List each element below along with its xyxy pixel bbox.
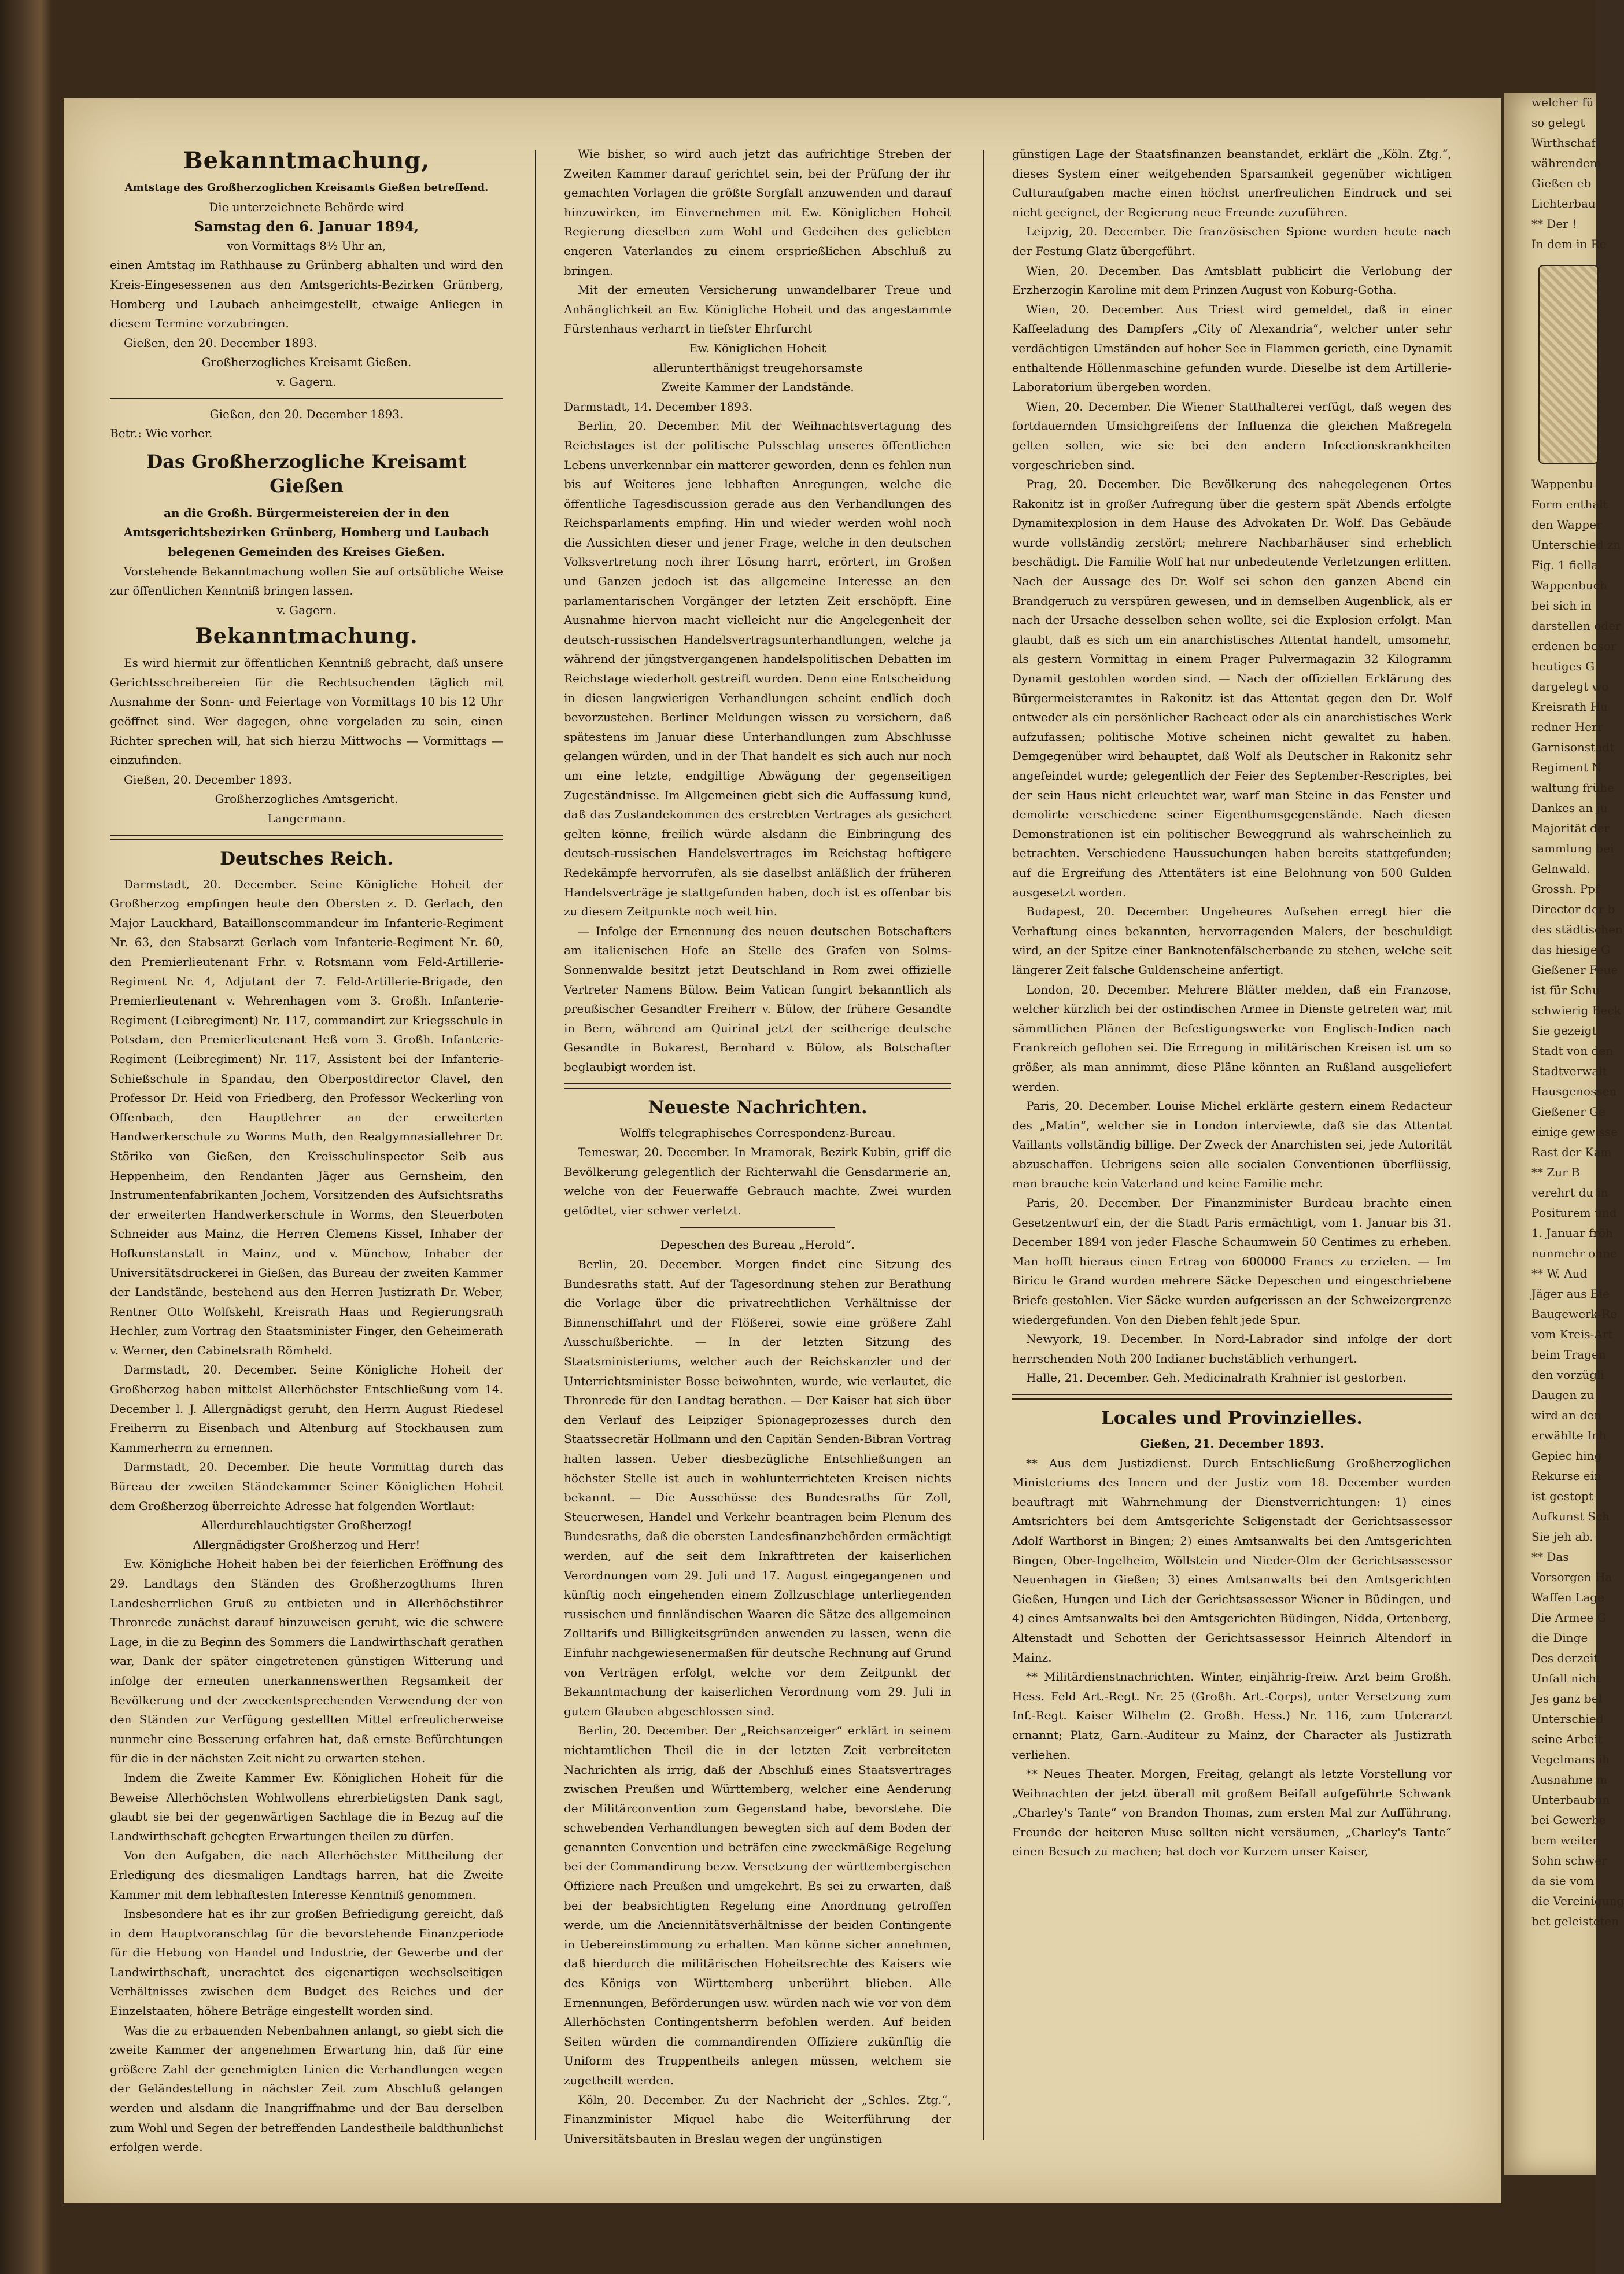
facing-page-line: bei Gewerbe <box>1531 1813 1606 1827</box>
facing-page-line: Positurem und <box>1531 1206 1617 1220</box>
facing-page-line: Stadtverwalt <box>1531 1064 1607 1078</box>
facing-page-line: ** Das <box>1531 1550 1569 1564</box>
facing-page-line: erdenen besor <box>1531 639 1616 653</box>
facing-page-line: bei sich in <box>1531 599 1592 612</box>
coat-of-arms-illustration <box>1538 265 1599 464</box>
facing-page-line: waltung frühe <box>1531 781 1614 795</box>
facing-page-line: Rekurse ein <box>1531 1469 1602 1483</box>
address-closing: Zweite Kammer der Landstände. <box>661 380 854 394</box>
facing-page-line: redner Herr <box>1531 720 1603 734</box>
facing-page-line: vom Kreis-Art <box>1531 1327 1613 1341</box>
facing-page-text <box>1504 93 1624 1932</box>
facing-page-line: währendem <box>1531 156 1601 170</box>
address-dateline: Darmstadt, 14. December 1893. <box>564 399 753 414</box>
article-paragraph: Wien, 20. December. Die Wiener Statthalterei verfügt, daß wegen des fortdauernden Umsichgreifens der Influenza die gleichen Maßregeln gelten sollen, wie sie bei den andern Infectionskrankheiten vorgeschrieben sind. <box>1012 399 1452 472</box>
facing-page-line: sammlung bei <box>1531 841 1614 855</box>
facing-page-line: Aufkunst Sch <box>1531 1509 1610 1523</box>
facing-page-line: Unterbaubun <box>1531 1793 1610 1807</box>
facing-page-line: Rast der Kam <box>1531 1145 1612 1159</box>
section-dateline: Gießen, 21. December 1893. <box>1139 1437 1324 1450</box>
facing-page-line: Lichterbau <box>1531 197 1596 211</box>
section-title-locales: Locales und Provinzielles. <box>1101 1408 1363 1428</box>
column-rule <box>535 150 536 2140</box>
article-paragraph: ** Neues Theater. Morgen, Freitag, gelangt als letzte Vorstellung vor Weihnachten der jetzt überall mit großem Beifall aufgeführte Schwank „Charley's Tante“ von Brandon Thomas, zum ersten Mal zur Aufführung. Freunde der heiteren Muse sollten nicht versäumen, „Charley's Tante“ einen Besuch zu machen; hat doch vor Kurzem unser Kaiser, <box>1012 1767 1452 1859</box>
divider <box>110 835 503 840</box>
facing-page-line: ist gestopt <box>1531 1489 1593 1503</box>
column-3 <box>1012 145 1452 1862</box>
article-paragraph: Indem die Zweite Kammer Ew. Königlichen Hoheit für die Beweise Allerhöchsten Wohlwollens ehrerbietigsten Dank sagt, glaubt sie bei der gegenwärtigen Sachlage die in Bezug auf die Landwirthschaft gehegten Erwartungen theilen zu dürfen. <box>110 1770 503 1843</box>
article-paragraph: ** Aus dem Justizdienst. Durch Entschließung Großherzoglichen Ministeriums des Innern und der Justiz vom 18. December wurden beauftragt mit Wahrnehmung der Dienstverrichtungen: 1) eines Amtsrichters bei dem Amtsgerichte Seligenstadt der Gerichtsassessor Adolf Warthorst in Bingen; 2) eines Amtsanwalts bei den Amtsgerichten Bingen, Ober-Ingelheim, Wöllstein und Nieder-Olm der Gerichtsassessor Neuenhagen in Gießen; 3) eines Amtsanwalts bei den Amtsgerichten Gießen, Hungen und Lich der Gerichtsassessor Wiener in Büdingen, und 4) eines Amtsanwalts bei den Amtsgerichten Büdingen, Nidda, Ortenberg, Altenstadt und Schotten der Gerichtsassessor Heinrich Altendorf in Mainz. <box>1012 1456 1452 1664</box>
divider <box>1012 1394 1452 1400</box>
notice-title-1: Bekanntmachung, <box>183 147 430 174</box>
article-paragraph: Wie bisher, so wird auch jetzt das aufrichtige Streben der Zweiten Kammer darauf gerichtet sein, bei der Prüfung der ihr gemachten Vorlagen die größte Sorgfalt anzuwenden und darauf hinzuwirken, im Einvernehmen mit Ew. Königlichen Hoheit Regierung dieselben zum Wohl und Gedeihen des geliebten engeren Vaterlandes zu einem ersprießlichen Abschluß zu bringen. <box>564 147 951 278</box>
facing-page-line: Grossh. Ppf <box>1531 882 1600 896</box>
facing-page-line: Wappenbuch <box>1531 578 1607 592</box>
facing-page-line: Stadt von den <box>1531 1044 1613 1058</box>
notice-date: Samstag den 6. Januar 1894, <box>194 218 419 235</box>
facing-page-line: verehrt du in <box>1531 1186 1608 1199</box>
address-closing: Ew. Königlichen Hoheit <box>689 341 826 355</box>
notice-betr: Betr.: Wie vorher. <box>110 426 213 441</box>
facing-page-line: Unfall nicht <box>1531 1671 1601 1685</box>
facing-page-line: Des derzeit <box>1531 1651 1599 1665</box>
notice-dateline: Gießen, den 20. December 1893. <box>124 335 318 350</box>
notice-authority: Großherzogliches Kreisamt Gießen. <box>201 355 412 370</box>
facing-page-line: Fig. 1 fiella <box>1531 558 1598 572</box>
article-paragraph: Insbesondere hat es ihr zur großen Befriedigung gereicht, daß in dem Hauptvoranschlag für die bevorstehende Finanzperiode für die Hebung von Handel und Industrie, der Gewerbe und der Landwirthschaft, unerachtet des eigenartigen wechselseitigen Verhältnisses zwischen dem Budget des Reiches und der Einzelstaaten, höhere Beträge eingestellt worden sind. <box>110 1907 503 2018</box>
facing-page-line: wird an den <box>1531 1408 1601 1422</box>
column-1 <box>110 145 503 2157</box>
facing-page-line: Vorsorgen Ha <box>1531 1570 1612 1584</box>
facing-page-line: des städtischen <box>1531 922 1623 936</box>
facing-page-line: darstellen oder <box>1531 619 1621 633</box>
facing-page-line: Dankes an ju <box>1531 801 1608 815</box>
article-paragraph: Leipzig, 20. December. Die französischen Spione wurden heute nach der Festung Glatz übergeführt. <box>1012 224 1452 258</box>
divider <box>110 398 503 399</box>
facing-page-line: bet geleisteten <box>1531 1914 1619 1928</box>
section-subtitle: Depeschen des Bureau „Herold“. <box>660 1238 855 1252</box>
facing-page-line: Sohn schwer <box>1531 1854 1607 1867</box>
article-paragraph: Darmstadt, 20. December. Seine Königliche Hoheit der Großherzog empfingen heute den Obersten z. D. Gerlach, den Major Lauckhard, Bataillonscommandeur im Infanterie-Regiment Nr. 63, den Stabsarzt Gerlach vom Infanterie-Regiment Nr. 60, den Premierlieutenant Frhr. v. Rotsmann vom Feld-Artillerie-Regiment Nr. 4, Adjutant der 7. Feld-Artillerie-Brigade, den Premierlieutenant v. Wehrenhagen vom 3. Großh. Infanterie-Regiment (Leibregiment) Nr. 117, commandirt zur Kriegsschule in Potsdam, den Premierlieutenant Heß vom 3. Großh. Infanterie-Regiment (Leibregiment) Nr. 117, Assistent bei der Infanterie-Schießschule in Spandau, den Oberpostdirector Clavel, den Professor Dr. Heid von Friedberg, den Professor Weckerling von Offenbach, den Hauptlehrer an der erweiterten Handwerkerschule zu Worms Muth, den Realgymnasiallehrer Dr. Störiko von Gießen, den Kreisschulinspector Seib aus Heppenheim, den Rendanten Jäger aus Gernsheim, den Instrumentenfabrikanten Jochem, Vorsitzenden des Aufsichtsraths der erweiterten Handwerkerschule in Worms, den Steuerboten Schneider aus Mainz, die Herren Clemens Kissel, Inhaber der Hofkunstanstalt in Mainz, und v. Münchow, Inhaber der Universitätsdruckerei in Gießen, das Bureau der zweiten Kammer der Landstände, bestehend aus den Herren Justizrath Dr. Weber, Rentner Otto Wolfskehl, Kreisrath Haas und Regierungsrath Hechler, zum Vortrag den Staatsminister Finger, den Geheimerath v. Werner, den Cabinetsrath Römheld. <box>110 877 503 1357</box>
column-rule <box>983 150 984 2140</box>
facing-page-line: schwierig Beck <box>1531 1003 1621 1017</box>
article-paragraph: Darmstadt, 20. December. Die heute Vormittag durch das Büreau der zweiten Ständekammer Seiner Königlichen Hoheit dem Großherzog überreichte Adresse hat folgenden Wortlaut: <box>110 1460 503 1513</box>
article-paragraph: Berlin, 20. December. Morgen findet eine Sitzung des Bundesraths statt. Auf der Tagesordnung stehen zur Berathung die Vorlage über die privatrechtlichen Verhältnisse der Binnenschiffahrt und der Flößerei, sowie eine größere Zahl Ausschußberichte. — In der letzten Sitzung des Staatsministeriums, welcher auch der Reichskanzler und der Unterrichtsminister Bosse beiwohnten, wurde, wie verlautet, die Thronrede für den Landtag berathen. — Der Kaiser hat sich über den Verlauf des Leipziger Spionageprozesses durch den Staatssecretär Hollmann und den Capitän Senden-Bibran Vortrag halten lassen. Ueber diesbezügliche Entschließungen an höchster Stelle ist auch in wohlunterrichteten Kreisen nichts bekannt. — Die Ausschüsse des Bundesraths für Zoll, Steuerwesen, Handel und Verkehr beantragen beim Plenum des Bundesraths, daß die obersten Landesfinanzbehörden ermächtigt werden, auf die seit dem Inkrafttreten der kaiserlichen Verordnungen vom 29. Juli und 17. August eingegangenen und künftig noch eingehenden einem Zollzuschlage unterliegenden russischen und finnländischen Waaren die Sätze des allgemeinen Zolltarifs und Billigkeitsgründen anwenden zu lassen, wenn die Einfuhr nachgewiesenermaßen für deutsche Rechnung auf Grund von Verträgen erfolgt, welche vor dem Zeitpunkt der Bekanntmachung der kaiserlichen Verordnung vom 29. Juli in gutem Glauben abgeschlossen sind. <box>564 1257 951 1718</box>
article-paragraph: Berlin, 20. December. Mit der Weihnachtsvertagung des Reichstages ist der politische Pulsschlag unseres öffentlichen Lebens unverkennbar ein matterer geworden, denn es fehlen nun bis auf Weiteres jene lebhaften Anregungen, welche die öffentliche Tagesdiscussion gerade aus den Verhandlungen des Reichsparlaments empfing. Hin und wieder werden wohl noch die Aussichten dieser und jener Frage, welche in den deutschen Volksvertretung noch ihrer Lösung harrt, erörtert, im Großen und Ganzen jedoch ist das allgemeine Interesse an den parlamentarischen Vorgänger der letzten Zeit erschöpft. Eine Ausnahme hiervon macht vielleicht nur die Angelegenheit der deutsch-russischen Handelsvertragsunterhandlungen, welche ja während der jüngstvergangenen handelspolitischen Debatten im Reichstage wiederholt gestreift wurden. Denn eine Entscheidung in diesen langwierigen Verhandlungen scheint endlich doch bevorzustehen. Berliner Meldungen wissen zu versichern, daß spätestens im Januar diese Unterhandlungen zum Abschlusse gelangen würden, und in der That handelt es sich auch nur noch um eine letzte, endgiltige Abwägung der gegenseitigen Zugeständnisse. Im Allgemeinen giebt sich die Auffassung kund, daß das Zustandekommen des erstrebten Vertrages als gesichert gelten könne, freilich würde alsdann die Einbringung des deutsch-russischen Handelsvertrages im Reichstag heftigere Redekämpfe hervorrufen, als sie daselbst anläßlich der früheren Handelsverträge je stattgefunden haben, doch ist es offenbar bis zu diesem Zeitpunkte noch weit hin. <box>564 419 951 919</box>
facing-page-line: Daugen zu <box>1531 1388 1595 1402</box>
article-paragraph: Von den Aufgaben, die nach Allerhöchster Mittheilung der Erledigung des diesmaligen Landtags harren, hat die Zweite Kammer mit dem lebhaftesten Interesse Kenntniß genommen. <box>110 1848 503 1902</box>
facing-page-line: Gießener Feue <box>1531 963 1618 977</box>
article-paragraph: Newyork, 19. December. In Nord-Labrador sind infolge der dort herrschenden Noth 200 Indianer buchstäblich verhungert. <box>1012 1332 1452 1365</box>
facing-page-line: nunmehr ohne <box>1531 1246 1617 1260</box>
facing-page-fragment <box>1504 93 1624 2175</box>
facing-page-line: Wappenbu <box>1531 477 1593 491</box>
divider <box>564 1083 951 1089</box>
notice-line: von Vormittags 8½ Uhr an, <box>227 238 386 253</box>
facing-page-line: Gelnwald. <box>1531 862 1590 876</box>
article-paragraph: Prag, 20. December. Die Bevölkerung des nahegelegenen Ortes Rakonitz ist in großer Aufregung über die gestern spät Abends erfolgte Dynamitexplosion in dem Hause des Advokaten Dr. Wolf. Das Gebäude wurde vollständig zerstört; mehrere Nachbarhäuser sind erheblich beschädigt. Die Familie Wolf hat nur unbedeutende Verletzungen erlitten. Nach der Aussage des Dr. Wolf sei schon den ganzen Abend ein Brandgeruch zu verspüren gewesen, und in demselben Augenblick, als er nach der Ursache desselben sehen wollte, sei die Explosion erfolgt. Man glaubt, daß es sich um ein anarchistisches Attentat handelt, umsomehr, als gestern Vormittag in einem Prager Pulvermagazin 32 Kilogramm Dynamit gestohlen worden sind. — Nach der offiziellen Erklärung des Bürgermeisteramtes in Rakonitz ist das Attentat gegen den Dr. Wolf entweder als ein persönlicher Racheact oder als ein anarchistisches Werk aufzufassen; politische Motive scheinen nicht gewaltet zu haben. Demgegenüber wird behauptet, daß Wolf als Deutscher in Rakonitz sehr angefeindet wurde; gelegentlich der Feier des September-Rescriptes, bei der sein Haus nicht erleuchtet war, warf man Steine in das Fenster und demolirte verschiedene seiner Eigenthumsgegenstände. Nach diesen Demonstrationen ist ein politischer Beweggrund als wahrscheinlich zu betrachten. Verschiedene Haussuchungen haben bereits stattgefunden; auf die Ergreifung des Attentäters ist eine Belohnung von 500 Gulden ausgesetzt worden. <box>1012 477 1452 899</box>
facing-page-line: so gelegt <box>1531 116 1585 130</box>
article-paragraph: Berlin, 20. December. Der „Reichsanzeiger“ erklärt in seinem nichtamtlichen Theil die in der letzten Zeit verbreiteten Nachrichten als irrig, daß der Abschluß eines Staatsvertrages zwischen Preußen und Württemberg, welcher eine Aenderung der Militärconvention zum Gegenstand habe, bevorstehe. Die schwebenden Verhandlungen bewegten sich auf dem Boden der genannten Convention und beträfen eine zweckmäßige Regelung bei der Commandirung bezw. Versetzung der württembergischen Offiziere nach Preußen und umgekehrt. Es sei zu erwarten, daß bei der beabsichtigten Regelung eine Anordnung getroffen werde, um die Anciennitätsverhältnisse der beiden Contingente in Uebereinstimmung zu erhalten. Man könne sicher annehmen, daß hierdurch die militärischen Hoheitsrechte des Kaisers wie des Königs von Württemberg unberührt blieben. Alle Ernennungen, Beförderungen usw. würden nach wie vor von dem Allerhöchsten Contingentsherrn befohlen werden. Auf beiden Seiten würden die commandirenden Offiziere zukünftig die Uniform des Truppentheils anlegen müssen, welchem sie zugetheilt werden. <box>564 1723 951 2087</box>
notice-text: Es wird hiermit zur öffentlichen Kenntniß gebracht, daß unsere Gerichtsschreibereien für die Rechtsuchenden täglich mit Ausnahme der Sonn- und Feiertage von Vormittags 10 bis 12 Uhr geöffnet sind. Wer dagegen, ohne vorgeladen zu sein, einen Richter sprechen will, hat sich hierzu Mittwochs — Vormittags — einzufinden. <box>110 656 503 767</box>
facing-page-line: Sie jeh ab. <box>1531 1530 1593 1544</box>
newspaper-page <box>64 98 1498 2203</box>
facing-page-line: Waffen Lage <box>1531 1590 1604 1604</box>
facing-page-line: Unterschied zn <box>1531 538 1621 552</box>
facing-page-line: seine Arbeit <box>1531 1732 1603 1746</box>
notice-dateline: Gießen, 20. December 1893. <box>124 772 292 787</box>
notice-signature: v. Gagern. <box>276 603 337 617</box>
facing-page-line: den vorzügli <box>1531 1368 1604 1382</box>
facing-page-line: beim Tragen <box>1531 1348 1606 1361</box>
facing-page-line: Gießener Ge <box>1531 1105 1605 1118</box>
facing-page-line: ** Der ! <box>1531 217 1577 231</box>
facing-page-line: Majorität der <box>1531 821 1610 835</box>
notice-signature: v. Gagern. <box>276 374 337 389</box>
article-paragraph: Mit der erneuten Versicherung unwandelbarer Treue und Anhänglichkeit an Ew. Königliche Hoheit und das angestammte Fürstenhaus verharrt in tiefster Ehrfurcht <box>564 283 951 336</box>
facing-page-line: welcher fü <box>1531 95 1594 109</box>
article-paragraph: günstigen Lage der Staatsfinanzen beanstandet, erklärt die „Köln. Ztg.“, dieses System einer weitgehenden Sparsamkeit gegenüber wichtigen Culturaufgaben mache einen höchst unerfreulichen Eindruck und sei nicht geeignet, der Regierung neue Freunde zuzuführen. <box>1012 147 1452 219</box>
facing-page-line: Jäger aus Bie <box>1531 1287 1610 1301</box>
facing-page-line: Wirthschaf <box>1531 136 1596 150</box>
facing-page-line: Vegelmans ih <box>1531 1752 1610 1766</box>
facing-page-line: das hiesige G <box>1531 943 1611 957</box>
notice-text: einen Amtstag im Rathhause zu Grünberg abhalten und wird den Kreis-Eingesessenen aus den Amtsgerichts-Bezirken Grünberg, Homberg und Laubach anheimgestellt, etwaige Anliegen in diesem Termine vorzubringen. <box>110 258 503 331</box>
facing-page-line: Gepiec hing <box>1531 1449 1602 1463</box>
section-subtitle: Wolffs telegraphisches Correspondenz-Bureau. <box>619 1125 896 1140</box>
facing-page-line: ** Zur B <box>1531 1165 1580 1179</box>
notice-addressees: an die Großh. Bürgermeistereien der in den Amtsgerichtsbezirken Grünberg, Homberg und Laubach belegenen Gemeinden des Kreises Gießen. <box>123 505 490 559</box>
facing-page-line: ist für Schu <box>1531 983 1600 997</box>
facing-page-line: erwählte Inh <box>1531 1428 1607 1442</box>
facing-page-line: die Dinge <box>1531 1631 1588 1645</box>
facing-page-line: Form enthalt <box>1531 497 1608 511</box>
facing-page-line: Jes ganz bel <box>1531 1692 1603 1706</box>
address-salutation: Allergnädigster Großherzog und Herr! <box>193 1537 420 1552</box>
article-paragraph: Wien, 20. December. Das Amtsblatt publicirt die Verlobung der Erzherzogin Karoline mit dem Prinzen August von Koburg-Gotha. <box>1012 263 1452 297</box>
facing-page-line: den Wapper <box>1531 518 1602 531</box>
section-title-neueste-nachrichten: Neueste Nachrichten. <box>648 1097 868 1118</box>
article-paragraph: Wien, 20. December. Aus Triest wird gemeldet, daß in einer Kaffeeladung des Dampfers „City of Alexandria“, welcher unter sehr verdächtigen Umständen auf hoher See in Flammen gerieth, eine Dynamit enthaltende Höllenmaschine gefunden wurde. Dieselbe ist dem Artillerie-Laboratorium übergeben worden. <box>1012 302 1452 394</box>
address-salutation: Allerdurchlauchtigster Großherzog! <box>201 1518 412 1533</box>
facing-page-line: Hausgenossen <box>1531 1084 1617 1098</box>
facing-page-line: ** W. Aud <box>1531 1267 1588 1280</box>
article-paragraph: Ew. Königliche Hoheit haben bei der feierlichen Eröffnung des 29. Landtags den Ständen des Großherzogthums Ihren Landesherrlichen Gruß zu entbieten und in Allerhöchstihrer Thronrede zunächst darauf hinzuweisen geruht, wie die schwere Lage, in die zu Beginn des Sommers die Landwirthschaft gerathen war, Dank der später eingetretenen günstigen Witterung und infolge der erneuten unerkannenswerthen Regsamkeit der Bevölkerung und der zweckentsprechenden Verwendung der von den Ständen zur Verfügung gestellten Mittel erfreulicherweise nunmehr eine Besserung erfahren hat, daß ernste Befürchtungen für die in der nächsten Zeit nicht zu erwarten stehen. <box>110 1557 503 1766</box>
facing-page-line: dargelegt wo <box>1531 680 1609 693</box>
notice-title-3: Bekanntmachung. <box>195 624 418 649</box>
facing-page-line: Director der b <box>1531 902 1615 916</box>
facing-page-line: Die Armee G <box>1531 1611 1607 1625</box>
facing-page-line: Sie gezeigt <box>1531 1024 1597 1038</box>
facing-page-line: Baugewerk-Re <box>1531 1307 1618 1321</box>
article-paragraph: Halle, 21. December. Geh. Medicinalrath Krahnier ist gestorben. <box>1026 1371 1407 1385</box>
facing-page-line: einige gewisse <box>1531 1125 1618 1139</box>
notice-line: Die unterzeichnete Behörde wird <box>209 200 404 214</box>
article-paragraph: ** Militärdienstnachrichten. Winter, einjährig-freiw. Arzt beim Großh. Hess. Feld Art.-Regt. Nr. 25 (Großh. Art.-Corps), unter Versetzung zum Inf.-Regt. Kaiser Wilhelm (2. Großh. Hess.) Nr. 116, zum Unterarzt ernannt; Platz, Garn.-Auditeur zu Mainz, der Character als Justizrath verliehen. <box>1012 1670 1452 1762</box>
facing-page-line: Regiment N <box>1531 761 1602 774</box>
facing-page-line: Gießen eb <box>1531 176 1592 190</box>
article-paragraph: Köln, 20. December. Zu der Nachricht der „Schles. Ztg.“, Finanzminister Miquel habe die Weiterführung der Universitätsbauten in Breslau wegen der ungünstigen <box>564 2092 951 2146</box>
notice-title-2: Das Großherzogliche Kreisamt Gießen <box>146 450 467 497</box>
facing-page-line: heutiges G <box>1531 659 1595 673</box>
facing-page-line: Garnisonstadt <box>1531 740 1614 754</box>
facing-page-line: bem weiter <box>1531 1833 1598 1847</box>
section-title-deutsches-reich: Deutsches Reich. <box>220 848 393 869</box>
facing-page-line: Ausnahme m <box>1531 1773 1608 1786</box>
divider <box>680 1227 835 1228</box>
facing-page-line: In dem in Re <box>1531 237 1607 251</box>
column-2 <box>564 145 951 2149</box>
article-paragraph: Was die zu erbauenden Nebenbahnen anlangt, so giebt sich die zweite Kammer der angenehmen Erwartung hin, daß für eine größere Zahl der genehmigten Linien die Verhandlungen wegen der Geländestellung in nächster Zeit zum Abschluß gelangen werden und alsdann die Inangriffnahme und der Bau derselben zum Wohl und Segen der betreffenden Landestheile baldthunlichst erfolgen werde. <box>110 2023 503 2154</box>
notice-subtitle-1: Amtstage des Großherzoglichen Kreisamts Gießen betreffend. <box>124 182 489 194</box>
notice-text: Vorstehende Bekanntmachung wollen Sie auf ortsübliche Weise zur öffentlichen Kenntniß bringen lassen. <box>110 564 503 598</box>
notice-dateline: Gießen, den 20. December 1893. <box>209 407 404 421</box>
notice-authority: Großherzogliches Amtsgericht. <box>215 792 398 806</box>
facing-page-line: Unterschied <box>1531 1712 1604 1726</box>
article-paragraph: London, 20. December. Mehrere Blätter melden, daß ein Franzose, welcher kürzlich bei der ostindischen Armee in Dienste getreten war, mit sämmtlichen Plänen der Befestigungswerke von Englisch-Indien nach Frankreich geflohen sei. Die Erregung in militärischen Kreisen ist um so größer, als man annimmt, diese Pläne könnten an Rußland ausgeliefert werden. <box>1012 982 1452 1094</box>
address-closing: allerunterthänigst treugehorsamste <box>652 360 863 375</box>
article-paragraph: — Infolge der Ernennung des neuen deutschen Botschafters am italienischen Hofe an Stelle des Grafen von Solms-Sonnenwalde besitzt jetzt Deutschland in Rom zwei offizielle Vertreter Namens Bülow. Beim Vatican fungirt bekanntlich als preußischer Gesandter Freiherr v. Bülow, der frühere Gesandte in Bern, während am Quirinal jetzt der seitherige deutsche Gesandte in Bukarest, Bernhard v. Bülow, als Botschafter beglaubigt worden ist. <box>564 924 951 1074</box>
article-paragraph: Darmstadt, 20. December. Seine Königliche Hoheit der Großherzog haben mittelst Allerhöchster Entschließung vom 14. December l. J. Allergnädigst geruht, den Herrn August Riedesel Freiherrn zu Eisenbach und Altenburg auf Stockhausen zum Kammerherrn zu ernennen. <box>110 1363 503 1455</box>
article-paragraph: Budapest, 20. December. Ungeheures Aufsehen erregt hier die Verhaftung eines bekannten, hervorragenden Malers, der beschuldigt wird, an der Spitze einer Banknotenfälscherbande zu stehen, welche seit längerer Zeit falsche Guldenscheine anfertigt. <box>1012 905 1452 977</box>
article-paragraph: Paris, 20. December. Louise Michel erklärte gestern einem Redacteur des „Matin“, welcher sie in London interviewte, daß sie das Attentat Vaillants vollständig billige. Der Zweck der Anarchisten sei, jede Autorität abzuschaffen. Uebrigens seien alle socialen Conventionen überflüssig, man brauche kein Vaterland und keine Familie mehr. <box>1012 1099 1452 1191</box>
article-paragraph: Paris, 20. December. Der Finanzminister Burdeau brachte einen Gesetzentwurf ein, der die Stadt Paris ermächtigt, vom 1. Januar bis 31. December 1894 von jeder Flasche Schaumwein 50 Centimes zu erheben. Man hofft hieraus einen Ertrag von 600000 Francs zu erzielen. — Im Biricu le Grand wurden mehrere Säcke Depeschen und eingeschriebene Briefe gestohlen. Vier Säcke wurden aufgerissen an der Schweizergrenze wiedergefunden. Von den Dieben fehlt jede Spur. <box>1012 1196 1452 1327</box>
notice-signature: Langermann. <box>267 811 346 826</box>
facing-page-line: Kreisrath Hu <box>1531 700 1608 714</box>
facing-page-line: 1. Januar fröh <box>1531 1226 1613 1240</box>
article-paragraph: Temeswar, 20. December. In Mramorak, Bezirk Kubin, griff die Bevölkerung gelegentlich der Richterwahl die Gensdarmerie an, welche von der Feuerwaffe Gebrauch machte. Zwei wurden getödtet, vier schwer verletzt. <box>564 1145 951 1217</box>
facing-page-line: die Vereinigung <box>1531 1894 1624 1908</box>
facing-page-line: da sie vom <box>1531 1874 1595 1888</box>
